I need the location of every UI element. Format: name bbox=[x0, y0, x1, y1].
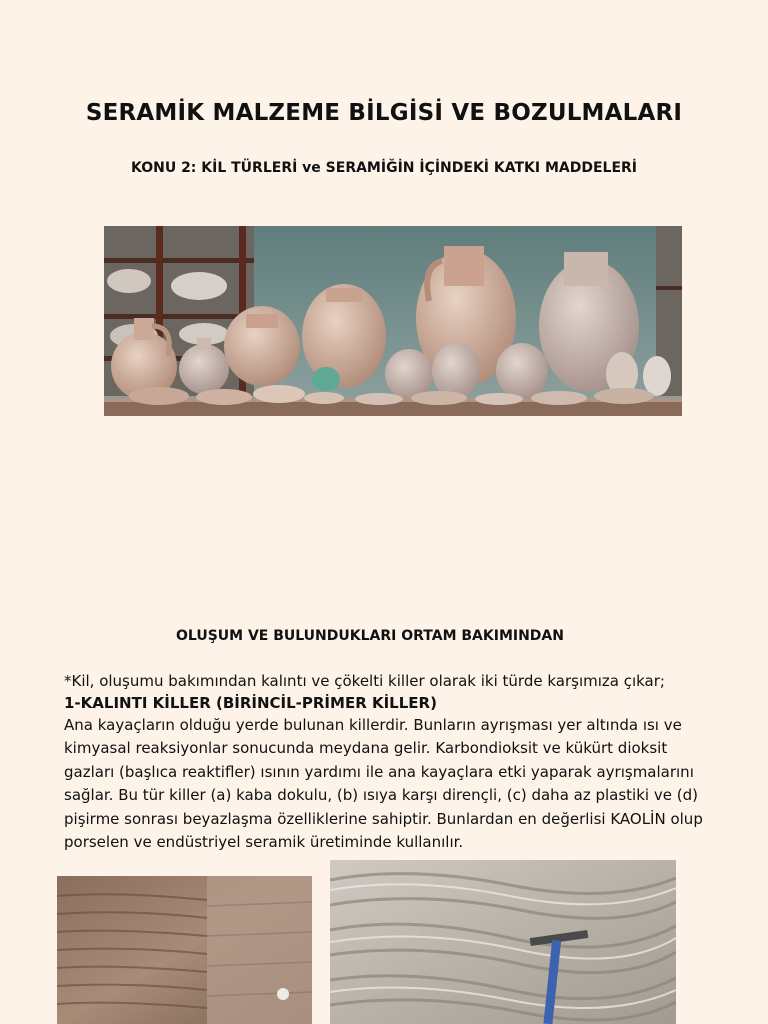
intro-paragraph: *Kil, oluşumu bakımından kalıntı ve çökelti killer olarak iki türde karşımıza çıkar; bbox=[64, 672, 665, 690]
rock-strata-photo-left bbox=[57, 876, 312, 1024]
rock-strata-photo-right bbox=[330, 860, 676, 1024]
body-paragraph: Ana kayaçların olduğu yerde bulunan killerdir. Bunların ayrışması yer altında ısı ve kimyasal reaksiyonlar sonucunda meydana gelir. Karbondioksit ve kükürt dioksit gazları (başlıca reaktifler) ısının yardımı ile ana kayaçlara etki yaparak ayrışmalarını sağlar. Bu tür killer (a) kaba dokulu, (b) ısıya karşı dirençli, (c) daha az plastiki ve (d) pişirme sonrası beyazlaşma özelliklerine sahiptir. Bunlardan en değerlisi KAOLİN olup porselen ve endüstriyel seramik üretiminde kullanılır. bbox=[64, 716, 703, 852]
section-heading: OLUŞUM VE BULUNDUKLARI ORTAM BAKIMINDAN bbox=[176, 628, 564, 644]
ceramic-vessels-photo bbox=[104, 226, 682, 416]
page-subtitle: KONU 2: KİL TÜRLERİ ve SERAMİĞİN İÇİNDEKİ KATKI MADDELERİ bbox=[130, 160, 638, 176]
subsection-heading: 1-KALINTI KİLLER (BİRİNCİL-PRİMER KİLLER) bbox=[64, 694, 437, 712]
page-title: SERAMİK MALZEME BİLGİSİ VE BOZULMALARI bbox=[85, 100, 683, 126]
